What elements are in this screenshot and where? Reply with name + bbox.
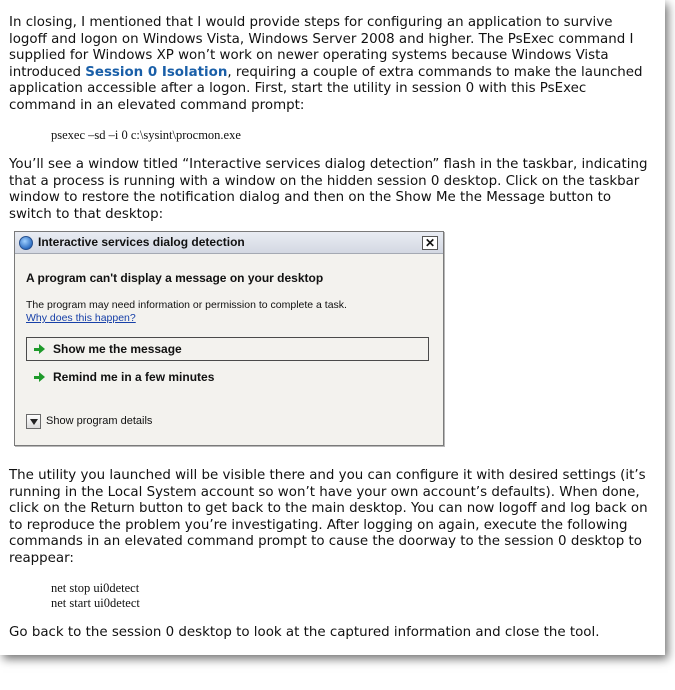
green-arrow-icon xyxy=(34,344,45,355)
dialog-body-text: The program may need information or permission to complete a task. xyxy=(26,299,347,311)
show-message-label: Show me the message xyxy=(53,341,182,356)
remind-later-label: Remind me in a few minutes xyxy=(53,369,215,384)
close-button[interactable]: ✕ xyxy=(422,236,438,250)
show-program-details-label: Show program details xyxy=(46,415,153,427)
paragraph-1 xyxy=(9,15,649,114)
paragraph-3: The utility you launched will be visible there and you can configure it with desired settings (it’s running in the Local System account so won’t have your own account’s defaults). When done, click on the Return button to get back to the main desktop. You can now logoff and log back on to reproduce the problem you’re investigating. After logging on again, execute the following commands in an elevated command prompt to cause the doorway to the session 0 desktop to reappear: xyxy=(9,468,648,566)
code-block-ui0detect xyxy=(51,581,649,611)
interactive-services-dialog xyxy=(14,231,444,446)
show-program-details-toggle[interactable] xyxy=(26,413,152,430)
article-content xyxy=(9,15,649,642)
remind-later-button[interactable] xyxy=(26,365,429,389)
chevron-down-icon[interactable] xyxy=(26,414,41,429)
paragraph-1-text-a: In closing, I mentioned that I would provide steps for configuring an application to survive logoff and logon on Windows Vista, Windows Server 2008 and higher. The PsExec command I supplied for Windows XP won’t work on newer operating systems because Windows Vista introduced xyxy=(9,15,634,80)
session-0-isolation-link[interactable]: Session 0 Isolation xyxy=(85,64,228,80)
code-block-psexec xyxy=(51,128,649,143)
green-arrow-icon xyxy=(34,372,45,383)
dialog-heading: A program can't display a message on your desktop xyxy=(26,271,324,285)
show-message-button[interactable] xyxy=(26,337,429,361)
dialog-body xyxy=(26,299,347,325)
paragraph-2: You’ll see a window titled “Interactive services dialog detection” flash in the taskbar, indicating that a process is running with a window on the hidden session 0 desktop. Click on the taskbar window to restore the notification dialog and then on the Show Me the Message button to switch to that desktop: xyxy=(9,157,648,222)
paragraph-1-text-b: , requiring a couple of extra commands to make the launched application accessible after a logon. First, start the utility in session 0 with this PsExec command in an elevated command prompt: xyxy=(9,64,643,113)
dialog-titlebar xyxy=(15,232,443,254)
code-line-psexec: psexec –sd –i 0 c:\sysint\procmon.exe xyxy=(51,128,241,142)
dialog-title: Interactive services dialog detection xyxy=(38,235,245,250)
globe-icon xyxy=(19,236,33,250)
why-does-this-happen-link[interactable]: Why does this happen? xyxy=(26,312,136,324)
paragraph-4: Go back to the session 0 desktop to look at the captured information and close the tool. xyxy=(9,625,600,640)
code-line-net-stop: net stop ui0detect xyxy=(51,581,140,595)
code-line-net-start: net start ui0detect xyxy=(51,596,140,610)
